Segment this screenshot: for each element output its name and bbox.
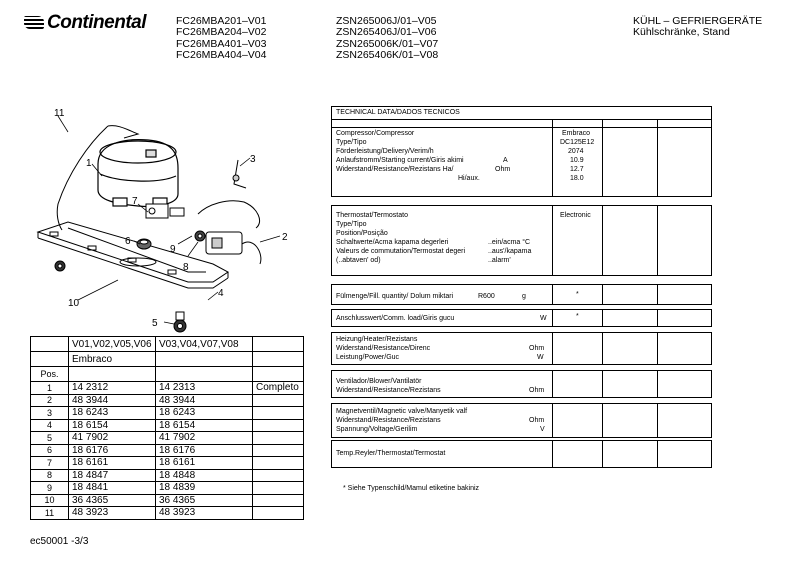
tech-unit: Ohm bbox=[529, 417, 545, 424]
heater-box bbox=[331, 332, 712, 365]
part-number-a: 18 4847 bbox=[69, 469, 156, 482]
table-row bbox=[31, 432, 304, 445]
variant-header: V03,V04,V07,V08 bbox=[156, 337, 253, 352]
tech-label: Hi/aux. bbox=[458, 175, 480, 182]
table-row bbox=[31, 382, 304, 395]
part-number-a: 18 6154 bbox=[69, 419, 156, 432]
tech-value: 12.7 bbox=[570, 166, 584, 173]
valve-box bbox=[331, 403, 712, 438]
model-number: ZSN265006K/01–V07 bbox=[336, 37, 439, 50]
category-line: KÜHL – GEFRIERGERÄTE bbox=[633, 15, 763, 27]
capillary-part bbox=[233, 160, 246, 188]
compressor-box bbox=[331, 119, 712, 197]
part-position: 2 bbox=[31, 394, 69, 407]
tech-label: Schaltwerte/Acma kapama degerleri bbox=[336, 239, 449, 246]
part-position: 7 bbox=[31, 457, 69, 470]
model-number: FC26MBA404–V04 bbox=[176, 48, 267, 61]
part-note bbox=[253, 407, 304, 420]
callout-11: 11 bbox=[54, 108, 65, 119]
continental-logo-icon bbox=[24, 16, 44, 29]
table-row bbox=[31, 457, 304, 470]
manufacturer: Embraco bbox=[69, 352, 156, 367]
tech-label: Anschlusswert/Comm. load/Giris gucu bbox=[336, 315, 455, 322]
tech-label: Ventilador/Blower/Vantilatör bbox=[336, 378, 422, 385]
part-number-a: 41 7902 bbox=[69, 432, 156, 445]
thermostat-box bbox=[331, 205, 712, 276]
table-row bbox=[31, 482, 304, 495]
part-note bbox=[253, 507, 304, 520]
model-number: FC26MBA204–V02 bbox=[176, 26, 267, 39]
part-number-b: 18 4839 bbox=[156, 482, 253, 495]
tech-label: Temp.Reyler/Thermostat/Termostat bbox=[336, 450, 446, 457]
part-number-a: 48 3923 bbox=[69, 507, 156, 520]
tech-unit: A bbox=[503, 157, 508, 164]
tech-label: Widerstand/Resistance/Rezistans bbox=[336, 417, 441, 424]
part-number-b: 36 4365 bbox=[156, 494, 253, 507]
callout-6: 6 bbox=[125, 236, 131, 247]
part-position: 3 bbox=[31, 407, 69, 420]
tech-label: Anlaufstromm/Starting current/Giris akimi bbox=[336, 157, 464, 164]
grommet bbox=[137, 239, 151, 249]
table-row bbox=[31, 469, 304, 482]
part-note bbox=[253, 394, 304, 407]
part-position: 9 bbox=[31, 482, 69, 495]
thermostat-box bbox=[206, 232, 261, 264]
part-position: 8 bbox=[31, 469, 69, 482]
tech-unit: W bbox=[537, 354, 544, 361]
variant-header: V01,V02,V05,V06 bbox=[69, 337, 156, 352]
part-position: 1 bbox=[31, 382, 69, 395]
tech-unit: W bbox=[540, 315, 547, 322]
pos-label: Pos. bbox=[31, 367, 69, 382]
callout-4: 4 bbox=[218, 288, 224, 299]
temp-relay-box bbox=[331, 440, 712, 468]
table-manufacturer-row bbox=[31, 352, 304, 367]
table-row bbox=[31, 407, 304, 420]
table-row bbox=[31, 394, 304, 407]
category-line: Kühlschränke, Stand bbox=[633, 26, 730, 39]
tech-value: 10.9 bbox=[570, 157, 584, 164]
tech-label: Thermostat/Termostato bbox=[336, 212, 408, 219]
part-number-b: 18 6243 bbox=[156, 407, 253, 420]
tech-unit: Ohm bbox=[529, 345, 545, 352]
model-number: FC26MBA201–V01 bbox=[176, 15, 267, 27]
tech-unit: Ohm bbox=[529, 387, 545, 394]
part-number-a: 48 3944 bbox=[69, 394, 156, 407]
page-footer: ec50001 -3/3 bbox=[30, 536, 89, 547]
tech-label: Type/Tipo bbox=[336, 139, 367, 146]
connection-load-box bbox=[331, 309, 712, 327]
lamp-holder bbox=[195, 231, 205, 241]
part-position: 6 bbox=[31, 444, 69, 457]
fan-box bbox=[331, 370, 712, 398]
tech-suffix: ..aus'/kapama bbox=[488, 248, 532, 255]
tech-label: Magnetventil/Magnetic valve/Manyetik valf bbox=[336, 408, 468, 415]
part-note bbox=[253, 494, 304, 507]
part-number-a: 18 6243 bbox=[69, 407, 156, 420]
tech-value: 2074 bbox=[568, 148, 584, 155]
part-note bbox=[253, 432, 304, 445]
part-note bbox=[253, 482, 304, 495]
part-number-a: 18 6161 bbox=[69, 457, 156, 470]
part-position: 5 bbox=[31, 432, 69, 445]
part-number-b: 14 2313 bbox=[156, 382, 253, 395]
tech-label: Förderleistung/Delivery/Verim/h bbox=[336, 148, 434, 155]
part-note bbox=[253, 444, 304, 457]
tech-value: * bbox=[576, 291, 579, 298]
part-number-a: 36 4365 bbox=[69, 494, 156, 507]
model-number: ZSN265406J/01–V06 bbox=[336, 26, 437, 39]
model-number: ZSN265006J/01–V05 bbox=[336, 15, 437, 27]
part-number-b: 18 6154 bbox=[156, 419, 253, 432]
part-note: Completo bbox=[253, 382, 304, 395]
fill-quantity-box bbox=[331, 284, 712, 305]
footnote: * Siehe Typenschild/Mamul etiketine bakiniz bbox=[343, 485, 480, 492]
part-note bbox=[253, 419, 304, 432]
tech-label: Type/Tipo bbox=[336, 221, 367, 228]
callout-7: 7 bbox=[132, 196, 138, 207]
tech-unit: g bbox=[522, 293, 526, 300]
compressor bbox=[98, 140, 178, 207]
part-note bbox=[253, 457, 304, 470]
wheel-front-left bbox=[55, 261, 65, 271]
part-number-a: 18 6176 bbox=[69, 444, 156, 457]
tech-label: Fülmenge/Fill. quantity/ Dolum miktari bbox=[336, 293, 454, 300]
callout-1: 1 bbox=[86, 158, 92, 169]
tech-label: Compressor/Compressor bbox=[336, 130, 415, 137]
tech-label: Widerstand/Resistance/Rezistans Ha/ bbox=[336, 166, 454, 173]
relay bbox=[146, 204, 184, 218]
callout-9: 9 bbox=[170, 244, 176, 255]
part-number-b: 41 7902 bbox=[156, 432, 253, 445]
model-list-1 bbox=[176, 16, 266, 61]
tech-label: Leistung/Power/Guc bbox=[336, 354, 400, 361]
part-number-a: 14 2312 bbox=[69, 382, 156, 395]
tech-value: Embraco bbox=[562, 130, 591, 137]
tech-label: Valeurs de commutation/Termostat degeri bbox=[336, 248, 466, 255]
model-number: ZSN265406K/01–V08 bbox=[336, 48, 439, 61]
tech-suffix: ..alarm' bbox=[488, 257, 511, 264]
exploded-parts-diagram bbox=[28, 104, 318, 334]
tech-value: * bbox=[576, 313, 579, 320]
table-row bbox=[31, 444, 304, 457]
table-header-row bbox=[31, 337, 304, 352]
tech-unit: V bbox=[540, 426, 545, 433]
tech-value: Electronic bbox=[560, 212, 591, 219]
parts-table bbox=[30, 336, 304, 520]
callout-2: 2 bbox=[282, 232, 288, 243]
tech-suffix: ..ein/acma °C bbox=[488, 239, 531, 246]
callout-3: 3 bbox=[250, 154, 256, 165]
part-position: 11 bbox=[31, 507, 69, 520]
tech-label: Position/Posição bbox=[336, 230, 388, 237]
part-number-a: 18 4841 bbox=[69, 482, 156, 495]
table-pos-row bbox=[31, 367, 304, 382]
part-position: 10 bbox=[31, 494, 69, 507]
part-position: 4 bbox=[31, 419, 69, 432]
tech-label: Spannung/Voltage/Gerilim bbox=[336, 426, 418, 433]
table-row bbox=[31, 507, 304, 520]
part-number-b: 18 6176 bbox=[156, 444, 253, 457]
brand-name: Continental bbox=[47, 12, 146, 33]
part-number-b: 48 3923 bbox=[156, 507, 253, 520]
tech-value: DC125E12 bbox=[560, 139, 595, 146]
tech-label: Widerstand/Resistance/Rezistans bbox=[336, 387, 441, 394]
table-row bbox=[31, 419, 304, 432]
callout-10: 10 bbox=[68, 298, 80, 309]
tech-label: (..abtaven' od) bbox=[336, 257, 381, 264]
part-number-b: 18 6161 bbox=[156, 457, 253, 470]
tech-refrigerant: R600 bbox=[478, 293, 495, 300]
table-row bbox=[31, 494, 304, 507]
brand-logo bbox=[24, 12, 146, 34]
tech-value: 18.0 bbox=[570, 175, 584, 182]
tech-title-box bbox=[331, 106, 712, 120]
part-number-b: 48 3944 bbox=[156, 394, 253, 407]
tube bbox=[198, 201, 260, 228]
callout-labels bbox=[54, 108, 288, 329]
callout-8: 8 bbox=[183, 262, 189, 273]
tech-label: Widerstand/Resistance/Direnc bbox=[336, 345, 431, 352]
model-list-2 bbox=[336, 16, 438, 61]
wheel-5 bbox=[174, 312, 186, 332]
part-note bbox=[253, 469, 304, 482]
callout-5: 5 bbox=[152, 318, 158, 329]
model-number: FC26MBA401–V03 bbox=[176, 37, 267, 50]
tech-unit: Ohm bbox=[495, 166, 511, 173]
category-title bbox=[633, 16, 762, 39]
part-number-b: 18 4848 bbox=[156, 469, 253, 482]
tech-label: Heizung/Heater/Rezistans bbox=[336, 336, 418, 343]
tech-title: TECHNICAL DATA/DADOS TECNICOS bbox=[336, 109, 460, 116]
